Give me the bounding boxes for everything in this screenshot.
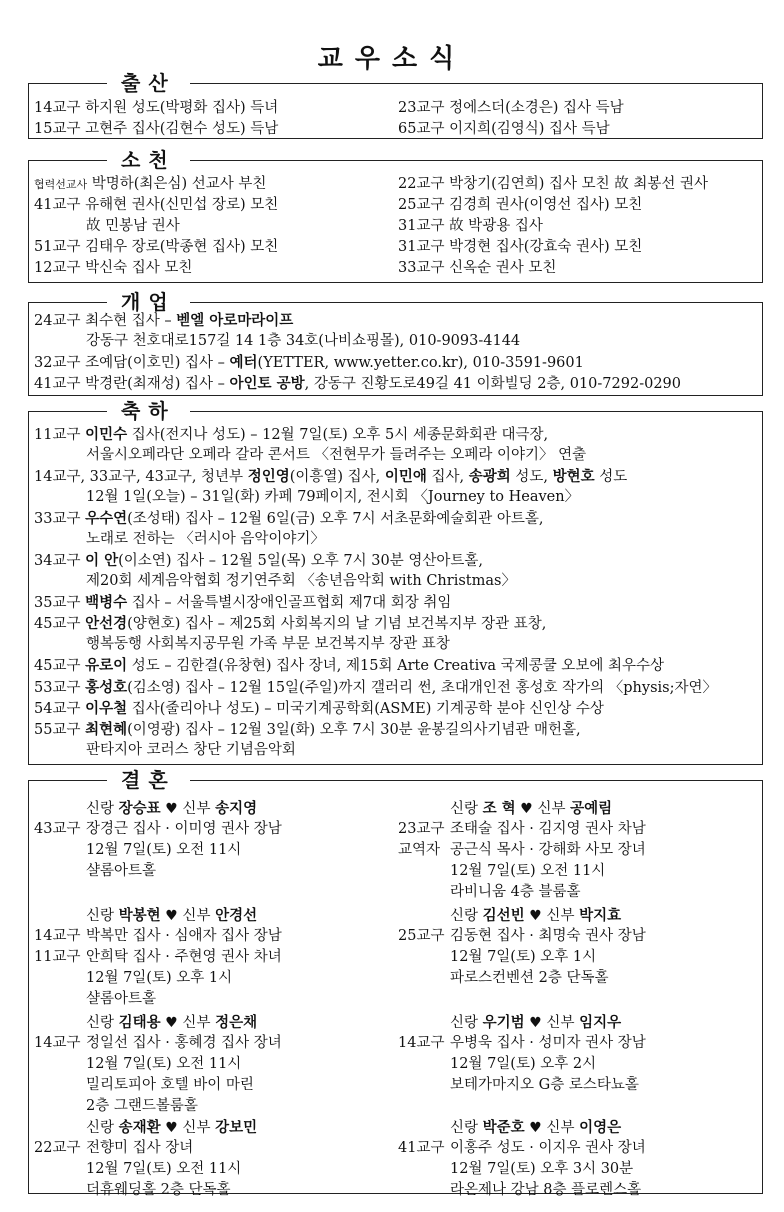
opening-text: , 강동구 진황도로49길 41 이화빌딩 2층, 010-7292-0290 <box>304 376 681 392</box>
wedding-parish: 41교구 <box>398 1140 445 1156</box>
congrats-line <box>34 613 546 635</box>
wedding-detail: 샬롬아트홀 <box>86 863 157 879</box>
wedding-parish: 11교구 <box>34 949 81 965</box>
congrats-name: 이민애 <box>384 468 427 485</box>
groom-name: 김선빈 <box>482 907 525 924</box>
congrats-line: 행복동행 사회복지공무원 가족 부문 보건복지부 장관 표창 <box>86 636 450 652</box>
opening-text: 32교구 조예담(이호민) 집사 – <box>34 355 230 371</box>
wedding-parish: 43교구 <box>34 821 81 837</box>
wedding-couple <box>86 905 257 927</box>
congrats-text: (이영광) 집사 – 12월 3일(화) 오후 7시 30분 윤봉길의사기념관 매헌홀, <box>127 722 581 738</box>
wedding-parish: 14교구 <box>398 1035 445 1051</box>
wedding-detail: 전향미 집사 장녀 <box>86 1140 194 1156</box>
congrats-text: 집사, <box>426 469 469 485</box>
bride-name: 박지효 <box>579 907 622 924</box>
groom-name: 우기범 <box>482 1014 525 1031</box>
bride-label: 신부 <box>177 801 216 817</box>
congrats-text: 55교구 <box>34 722 86 738</box>
congrats-text: 성도, <box>510 469 553 485</box>
congrats-text: 성도 <box>594 469 628 485</box>
wedding-detail: 안희탁 집사 · 주현영 권사 차녀 <box>86 949 282 965</box>
congrats-line <box>34 698 604 720</box>
wedding-detail: 라온제나 강남 8층 플로렌스홀 <box>450 1182 642 1198</box>
death-item: 故 민봉남 권사 <box>86 218 180 234</box>
congrats-name: 유로이 <box>85 657 128 674</box>
congrats-line <box>34 508 544 530</box>
congrats-line: 제20회 세계음악협회 정기연주회 〈송년음악회 with Christmas〉 <box>86 573 516 589</box>
congrats-text: 14교구, 33교구, 43교구, 청년부 <box>34 469 248 485</box>
congrats-line <box>34 466 627 488</box>
wedding-detail: 12월 7일(토) 오전 11시 <box>86 1056 242 1072</box>
wedding-detail: 공근식 목사 · 강해화 사모 장녀 <box>450 842 646 858</box>
wedding-parish: 교역자 <box>398 842 441 858</box>
weddings-label: 결혼 <box>107 767 190 793</box>
opening-item: 강동구 천호대로157길 14 1층 34호(나비쇼핑몰), 010-9093-4144 <box>86 333 521 349</box>
groom-name: 장승표 <box>118 800 161 817</box>
congrats-name: 백병수 <box>85 594 128 611</box>
bride-label: 신부 <box>541 1015 580 1031</box>
birth-item: 65교구 이지희(김영식) 집사 득남 <box>398 121 610 137</box>
bride-name: 강보민 <box>215 1119 258 1136</box>
bride-name: 송지영 <box>215 800 258 817</box>
congrats-text: (조성태) 집사 – 12월 6일(금) 오후 7시 서초문화예술회관 아트홀, <box>127 511 544 527</box>
death-item: 41교구 유해현 권사(신민섭 장로) 모친 <box>34 197 279 213</box>
wedding-detail: 12월 7일(토) 오후 2시 <box>450 1056 597 1072</box>
opening-item <box>34 373 681 395</box>
groom-label: 신랑 <box>86 801 119 817</box>
wedding-detail: 파로스컨벤션 2층 단독홀 <box>450 970 609 986</box>
business-name: 아인토 공방 <box>229 375 305 392</box>
congrats-text: 53교구 <box>34 680 86 696</box>
death-item: 22교구 박창기(김연희) 집사 모친 故 최봉선 권사 <box>398 176 709 192</box>
birth-item: 15교구 고현주 집사(김현수 성도) 득남 <box>34 121 279 137</box>
groom-label: 신랑 <box>450 1120 483 1136</box>
wedding-detail: 12월 7일(토) 오전 11시 <box>86 1161 242 1177</box>
wedding-detail: 조태술 집사 · 김지영 권사 차남 <box>450 821 646 837</box>
wedding-detail: 이홍주 성도 · 이지우 권사 장녀 <box>450 1140 646 1156</box>
congrats-line <box>34 592 451 614</box>
congrats-text: 집사(줄리아나 성도) – 미국기계공학회(ASME) 기계공학 분야 신인상 수상 <box>127 701 604 717</box>
bride-label: 신부 <box>177 1120 216 1136</box>
wedding-detail: 12월 7일(토) 오전 11시 <box>86 842 242 858</box>
wedding-detail: 밀리토피아 호텔 바이 마린 <box>86 1077 254 1093</box>
congrats-text: 성도 – 김한결(유창현) 집사 장녀, 제15회 Arte Creativa 국제콩쿨 오보에 최우수상 <box>127 658 664 674</box>
wedding-detail: 더휴웨딩홀 2층 단독홀 <box>86 1182 231 1198</box>
wedding-parish: 25교구 <box>398 928 445 944</box>
heart-icon: ♥ <box>165 801 178 817</box>
congrats-text: 집사 – 서울특별시장애인골프협회 제7대 회장 취임 <box>127 595 452 611</box>
death-item: 51교구 김태우 장로(박종현 집사) 모친 <box>34 239 279 255</box>
wedding-detail: 정일선 집사 · 홍혜경 집사 장녀 <box>86 1035 282 1051</box>
congrats-label: 축하 <box>107 398 190 424</box>
wedding-parish: 14교구 <box>34 928 81 944</box>
congrats-line <box>34 424 548 446</box>
bride-name: 임지우 <box>579 1014 622 1031</box>
congrats-text: 54교구 <box>34 701 86 717</box>
congrats-text: (양현호) 집사 – 제25회 사회복지의 날 기념 보건복지부 장관 표창, <box>127 616 547 632</box>
wedding-detail: 박복만 집사 · 심애자 집사 장남 <box>86 928 282 944</box>
bride-label: 신부 <box>541 908 580 924</box>
congrats-line: 서울시오페라단 오페라 갈라 콘서트 〈전현무가 들려주는 오페라 이야기〉 연출 <box>86 447 587 463</box>
wedding-parish: 14교구 <box>34 1035 81 1051</box>
congrats-name: 송광희 <box>468 468 511 485</box>
congrats-line <box>34 655 664 677</box>
congrats-line <box>34 677 717 699</box>
heart-icon: ♥ <box>165 1015 178 1031</box>
congrats-text: 45교구 <box>34 616 86 632</box>
death-item <box>34 174 266 195</box>
congrats-name: 안선경 <box>85 615 128 632</box>
heart-icon: ♥ <box>165 908 178 924</box>
groom-label: 신랑 <box>86 1120 119 1136</box>
bride-label: 신부 <box>177 1015 216 1031</box>
heart-icon: ♥ <box>165 1120 178 1136</box>
congrats-name: 홍성호 <box>85 679 128 696</box>
death-item: 31교구 박경현 집사(강효숙 권사) 모친 <box>398 239 643 255</box>
congrats-name: 우수연 <box>85 510 128 527</box>
bride-name: 이영은 <box>579 1119 622 1136</box>
bride-label: 신부 <box>532 801 571 817</box>
wedding-detail: 12월 7일(토) 오전 11시 <box>450 863 606 879</box>
wedding-detail: 라비니움 4층 블룸홀 <box>450 884 581 900</box>
wedding-parish: 22교구 <box>34 1140 81 1156</box>
groom-label: 신랑 <box>450 1015 483 1031</box>
congrats-name: 이우철 <box>85 700 128 717</box>
death-item: 33교구 신옥순 권사 모친 <box>398 260 557 276</box>
congrats-line: 12월 1일(오늘) – 31일(화) 카페 79페이지, 전시회 〈Journey to Heaven〉 <box>86 489 580 505</box>
opening-item <box>34 352 584 374</box>
wedding-detail: 우병욱 집사 · 성미자 권사 장남 <box>450 1035 646 1051</box>
wedding-detail: 김동현 집사 · 최명숙 권사 장남 <box>450 928 646 944</box>
wedding-couple <box>450 798 612 820</box>
wedding-detail: 샬롬아트홀 <box>86 991 157 1007</box>
groom-label: 신랑 <box>86 908 119 924</box>
business-name: 벧엘 아로마라이프 <box>176 312 294 329</box>
congrats-name: 최현혜 <box>85 721 128 738</box>
death-item-text: 박명하(최은심) 선교사 부친 <box>91 176 267 192</box>
wedding-couple <box>450 905 621 927</box>
groom-label: 신랑 <box>86 1015 119 1031</box>
congrats-line <box>34 719 581 741</box>
wedding-detail: 12월 7일(토) 오후 1시 <box>450 949 597 965</box>
congrats-name: 이 안 <box>85 552 119 569</box>
groom-name: 박준호 <box>482 1119 525 1136</box>
congrats-text: 11교구 <box>34 427 86 443</box>
congrats-text: 집사(전지나 성도) – 12월 7일(토) 오후 5시 세종문화회관 대극장, <box>127 427 549 443</box>
opening-text: (YETTER, www.yetter.co.kr), 010-3591-9601 <box>257 355 584 371</box>
heart-icon: ♥ <box>529 1120 542 1136</box>
wedding-couple <box>450 1012 621 1034</box>
groom-label: 신랑 <box>450 801 483 817</box>
wedding-couple <box>86 1117 257 1139</box>
congrats-line: 노래로 전하는 〈러시아 음악이야기〉 <box>86 531 325 547</box>
congrats-line: 판타지아 코러스 창단 기념음악회 <box>86 742 296 758</box>
death-item: 12교구 박신숙 집사 모친 <box>34 260 193 276</box>
wedding-detail: 2층 그랜드볼룸홀 <box>86 1098 198 1114</box>
wedding-detail: 12월 7일(토) 오후 3시 30분 <box>450 1161 634 1177</box>
openings-label: 개업 <box>107 289 190 315</box>
heart-icon: ♥ <box>529 1015 542 1031</box>
congrats-name: 정인영 <box>247 468 290 485</box>
congrats-text: (김소영) 집사 – 12월 15일(주일)까지 갤러리 썬, 초대개인전 홍성호 작가의 〈physis;자연〉 <box>127 680 717 696</box>
bride-label: 신부 <box>541 1120 580 1136</box>
death-item: 31교구 故 박광용 집사 <box>398 218 543 234</box>
congrats-text: 33교구 <box>34 511 86 527</box>
heart-icon: ♥ <box>520 801 533 817</box>
congrats-text: 35교구 <box>34 595 86 611</box>
congrats-name: 방현호 <box>552 468 595 485</box>
congrats-text: 45교구 <box>34 658 86 674</box>
bride-name: 공예림 <box>570 800 613 817</box>
heart-icon: ♥ <box>529 908 542 924</box>
groom-name: 송재환 <box>118 1119 161 1136</box>
bride-name: 정은채 <box>215 1014 258 1031</box>
wedding-couple <box>450 1117 621 1139</box>
bride-label: 신부 <box>177 908 216 924</box>
missionary-prefix: 협력선교사 <box>34 178 88 191</box>
congrats-text: 34교구 <box>34 553 86 569</box>
wedding-detail: 보테가마지오 G층 로스타뇨홀 <box>450 1077 639 1093</box>
birth-label: 출산 <box>107 70 190 96</box>
groom-name: 김태용 <box>118 1014 161 1031</box>
wedding-couple <box>86 1012 257 1034</box>
congrats-text: (이흥열) 집사, <box>289 469 385 485</box>
birth-item: 14교구 하지원 성도(박평화 집사) 득녀 <box>34 100 279 116</box>
wedding-detail: 장경근 집사 · 이미영 권사 장남 <box>86 821 282 837</box>
groom-name: 박봉현 <box>118 907 161 924</box>
page-title: 교우소식 <box>317 44 467 74</box>
opening-text: 41교구 박경란(최재성) 집사 – <box>34 376 230 392</box>
congrats-line <box>34 550 483 572</box>
opening-item <box>34 310 293 332</box>
wedding-parish: 23교구 <box>398 821 445 837</box>
groom-label: 신랑 <box>450 908 483 924</box>
congrats-text: (이소연) 집사 – 12월 5일(목) 오후 7시 30분 영산아트홀, <box>118 553 483 569</box>
death-item: 25교구 김경희 권사(이영선 집사) 모친 <box>398 197 643 213</box>
deaths-label: 소천 <box>107 147 190 173</box>
congrats-name: 이민수 <box>85 426 128 443</box>
business-name: 예터 <box>229 354 258 371</box>
birth-item: 23교구 정에스더(소경은) 집사 득남 <box>398 100 624 116</box>
bride-name: 안경선 <box>215 907 258 924</box>
wedding-detail: 12월 7일(토) 오후 1시 <box>86 970 233 986</box>
groom-name: 조 혁 <box>482 800 516 817</box>
wedding-couple <box>86 798 257 820</box>
opening-text: 24교구 최수현 집사 – <box>34 313 177 329</box>
